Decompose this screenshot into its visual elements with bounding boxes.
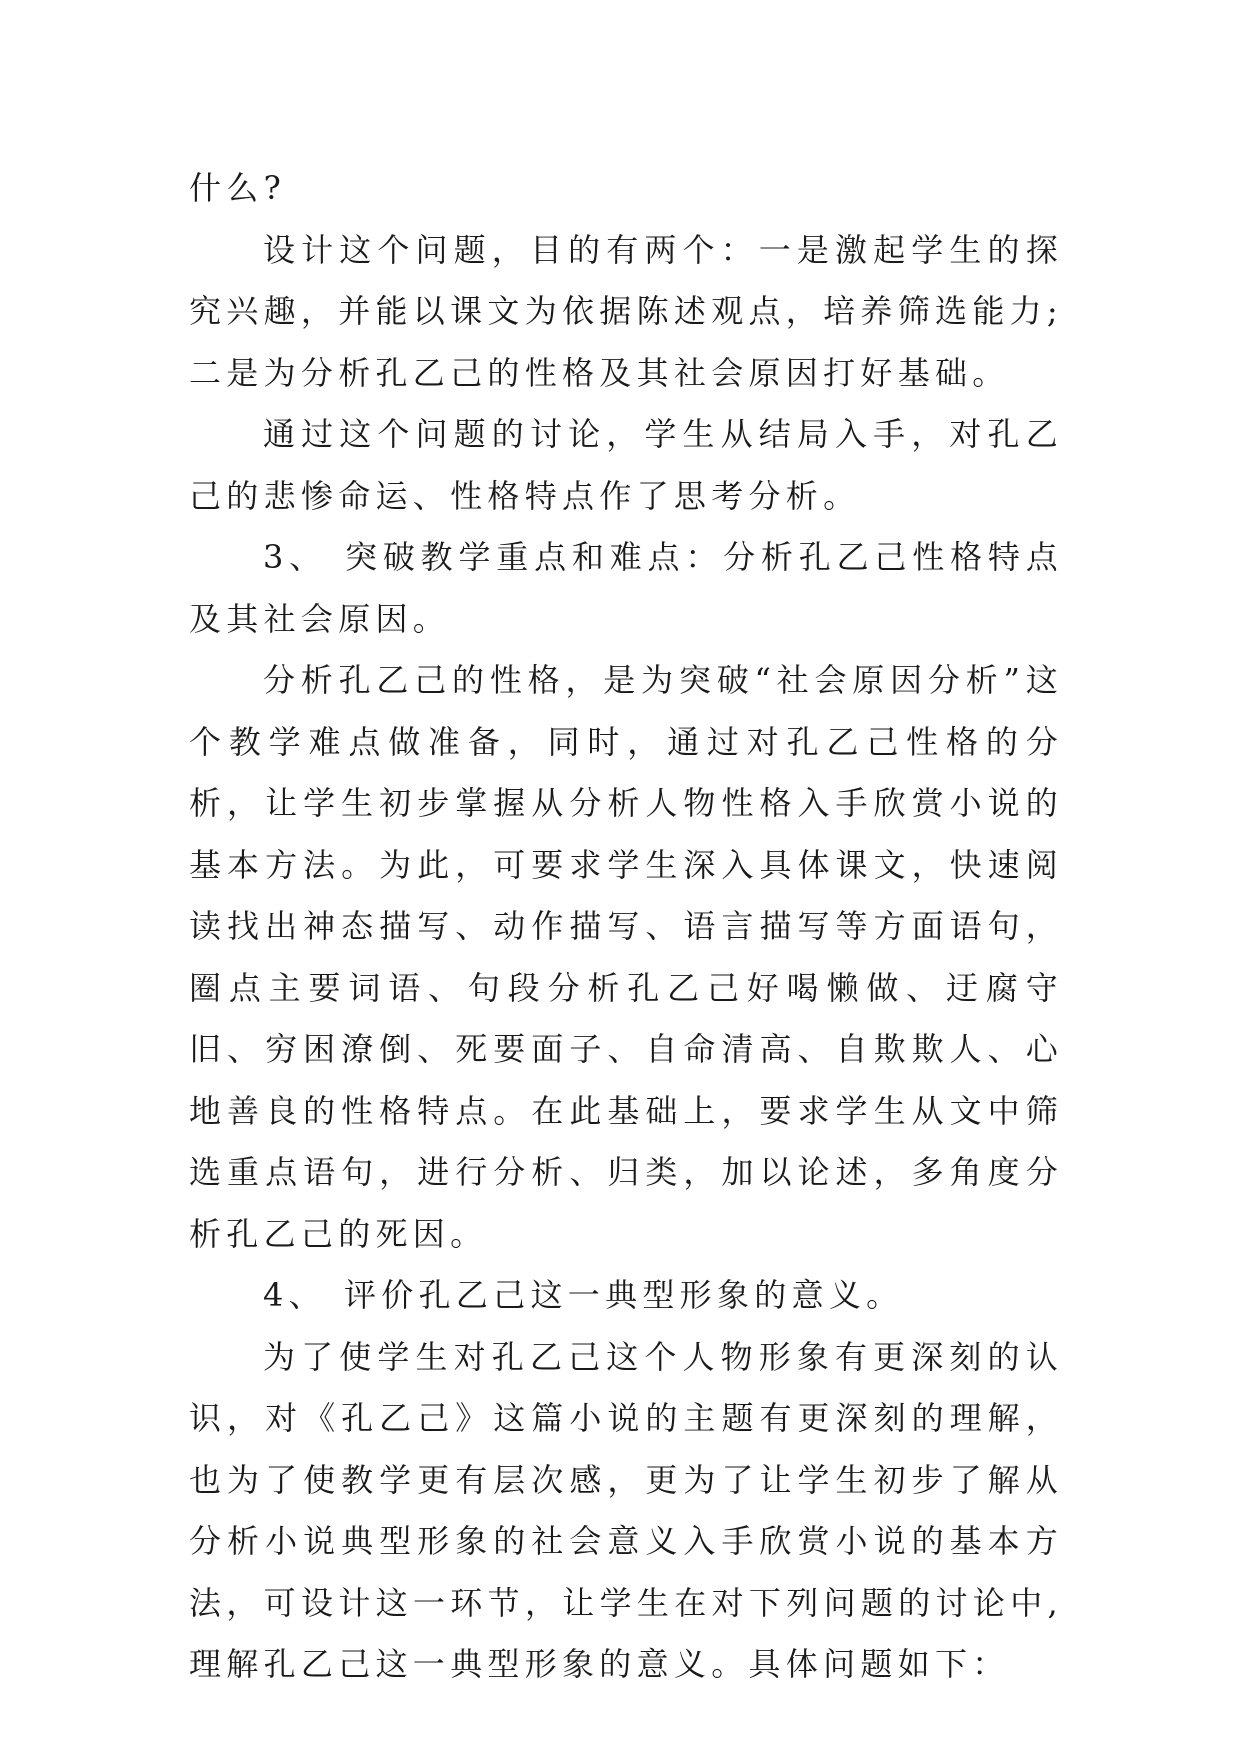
paragraph-text: 突破教学重点和难点：分析孔乙己性格特点及其社会原因。 bbox=[189, 538, 1063, 638]
paragraph-continuation bbox=[189, 158, 1063, 220]
paragraph-text: 为了使学生对孔乙己这个人物形象有更深刻的认识，对《孔乙己》这篇小说的主题有更深刻的理解，也为了使教学更有层次感，更为了让学生初步了解从分析小说典型形象的社会意义入手欣赏小说的基本方法，可设计这一环节，让学生在对下列问题的讨论中,理解孔乙己这一典型形象的意义。具体问题如下： bbox=[189, 1337, 1063, 1683]
paragraph-text: 设计这个问题，目的有两个：一是激起学生的探究兴趣，并能以课文为依据陈述观点，培养筛选能力;二是为分析孔乙己的性格及其社会原因打好基础。 bbox=[189, 230, 1063, 392]
paragraph-text: 评价孔乙己这一典型形象的意义。 bbox=[343, 1276, 904, 1314]
paragraph-typical-image-meaning bbox=[189, 1327, 1063, 1696]
step-number: 4、 bbox=[263, 1276, 326, 1314]
paragraph-step-4-heading bbox=[189, 1265, 1063, 1327]
paragraph-text: 通过这个问题的讨论，学生从结局入手，对孔乙己的悲惨命运、性格特点作了思考分析。 bbox=[189, 415, 1063, 515]
document-body bbox=[189, 158, 1063, 1696]
paragraph-text: 分析孔乙己的性格，是为突破“社会原因分析”这个教学难点做准备，同时，通过对孔乙己性格的分析，让学生初步掌握从分析人物性格入手欣赏小说的基本方法。为此，可要求学生深入具体课文，快速阅读找出神态描写、动作描写、语言描写等方面语句，圈点主要词语、句段分析孔乙己好喝懒做、迂腐守旧、穷困潦倒、死要面子、自命清高、自欺欺人、心地善良的性格特点。在此基础上，要求学生从文中筛选重点语句，进行分析、归类，加以论述，多角度分析孔乙己的死因。 bbox=[189, 661, 1063, 1253]
paragraph-discussion-result bbox=[189, 404, 1063, 527]
step-number: 3、 bbox=[263, 538, 327, 576]
paragraph-design-purpose bbox=[189, 220, 1063, 405]
paragraph-text: 什么? bbox=[189, 169, 287, 207]
paragraph-character-analysis bbox=[189, 650, 1063, 1265]
paragraph-step-3-heading bbox=[189, 527, 1063, 650]
